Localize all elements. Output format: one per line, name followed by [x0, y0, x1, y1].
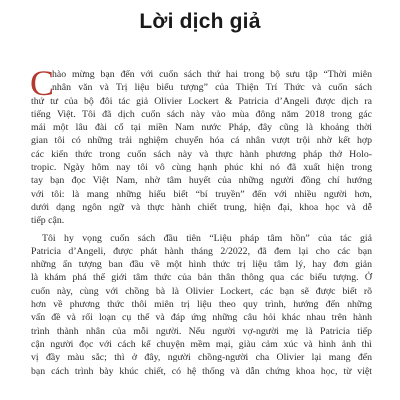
paragraph-line: mái một lâu đài cổ tại miền Nam nước Pháp, đây cũng là khoảng thời: [31, 122, 372, 134]
page-title: Lời dịch giả: [139, 10, 261, 33]
paragraph-line: cuốn này, cùng với chồng bà là Olivier Lockert, các bạn sẽ được biết rõ: [31, 285, 372, 297]
paragraph-line: nhân văn và Trị liệu biểu tượng” của Thiện Trí Thức và cuốn sách: [52, 82, 372, 94]
paragraph-line: bạn cách trình bày khúc chiết, có hệ thống và dẫn chứng khoa học, từ việt: [31, 365, 372, 377]
paragraph-line: dưới dạng ngôn ngữ và thực hành chiết trung, hiện đại, khoa học và dễ: [31, 201, 372, 213]
paragraph-line: Patricia d’Angeli, được phát hành tháng 2/2022, đã đem lại cho các bạn: [31, 245, 372, 257]
paragraph-1: [30, 63, 372, 228]
paragraph-line: vấn đề và rối loạn cụ thể và đáp ứng những câu hỏi khác nhau trên hành: [31, 312, 372, 324]
body-text: [30, 63, 372, 378]
paragraph-line: vị đầy màu sắc; thì ở đây, người chồng-người cha Olivier lại mang đến: [31, 352, 372, 364]
paragraph-line: là khám phá thế giới tâm thức của bản thân thông qua các biểu tượng. Ở: [31, 272, 372, 284]
paragraph-line: Tôi hy vọng cuốn sách đầu tiên “Liệu pháp tâm hồn” của tác giả: [42, 232, 372, 244]
paragraph-line: gian tôi có những trải nghiệm chuyển hóa cá nhân vượt trội nhờ kết hợp: [31, 135, 372, 147]
paragraph-line: trình thành nhân của mỗi người. Nếu người vợ-người mẹ là Patricia tiếp: [31, 325, 372, 337]
drop-cap: C: [30, 63, 55, 103]
paragraph-2: [31, 232, 372, 378]
paragraph-line: tiếng Việt. Tôi đã dịch cuốn sách này vào mùa đông năm 2018 trong gác: [31, 108, 372, 120]
paragraph-line: hơn về phương thức thôi miên trị liệu theo quy trình, hướng đến những: [31, 299, 372, 311]
paragraph-line: những ấn tượng ban đầu về một hình thức trị liệu tâm lý, hay đơn giản: [31, 259, 372, 271]
paragraph-line: tiếp cận.: [31, 215, 65, 227]
paragraph-line: thứ tư của bộ đôi tác giả Olivier Lockert & Patricia d’Angeli được dịch ra: [31, 95, 372, 107]
paragraph-line: cận người đọc với cách kể chuyện mềm mại, giàu cảm xúc và hình ảnh thì: [31, 338, 372, 350]
paragraph-line: với tôi: là mang những hiểu biết “bí truyền” đến với nhiều người hơn,: [31, 188, 372, 200]
paragraph-line: các kiến thức trong cuốn sách này và thực hành phương pháp thở Holo-: [31, 148, 372, 160]
paragraph-line: tay bạn đọc Việt Nam, nhờ tâm huyết của những người đồng chí hướng: [31, 175, 372, 187]
line-text: hào mừng bạn đến với cuốn sách thứ hai trong bộ sưu tập “Thời miên: [52, 69, 372, 80]
paragraph-line: tropic. Ngày hôm nay tôi vô cùng hạnh phúc khi nó đã xuất hiện trong: [31, 162, 372, 174]
